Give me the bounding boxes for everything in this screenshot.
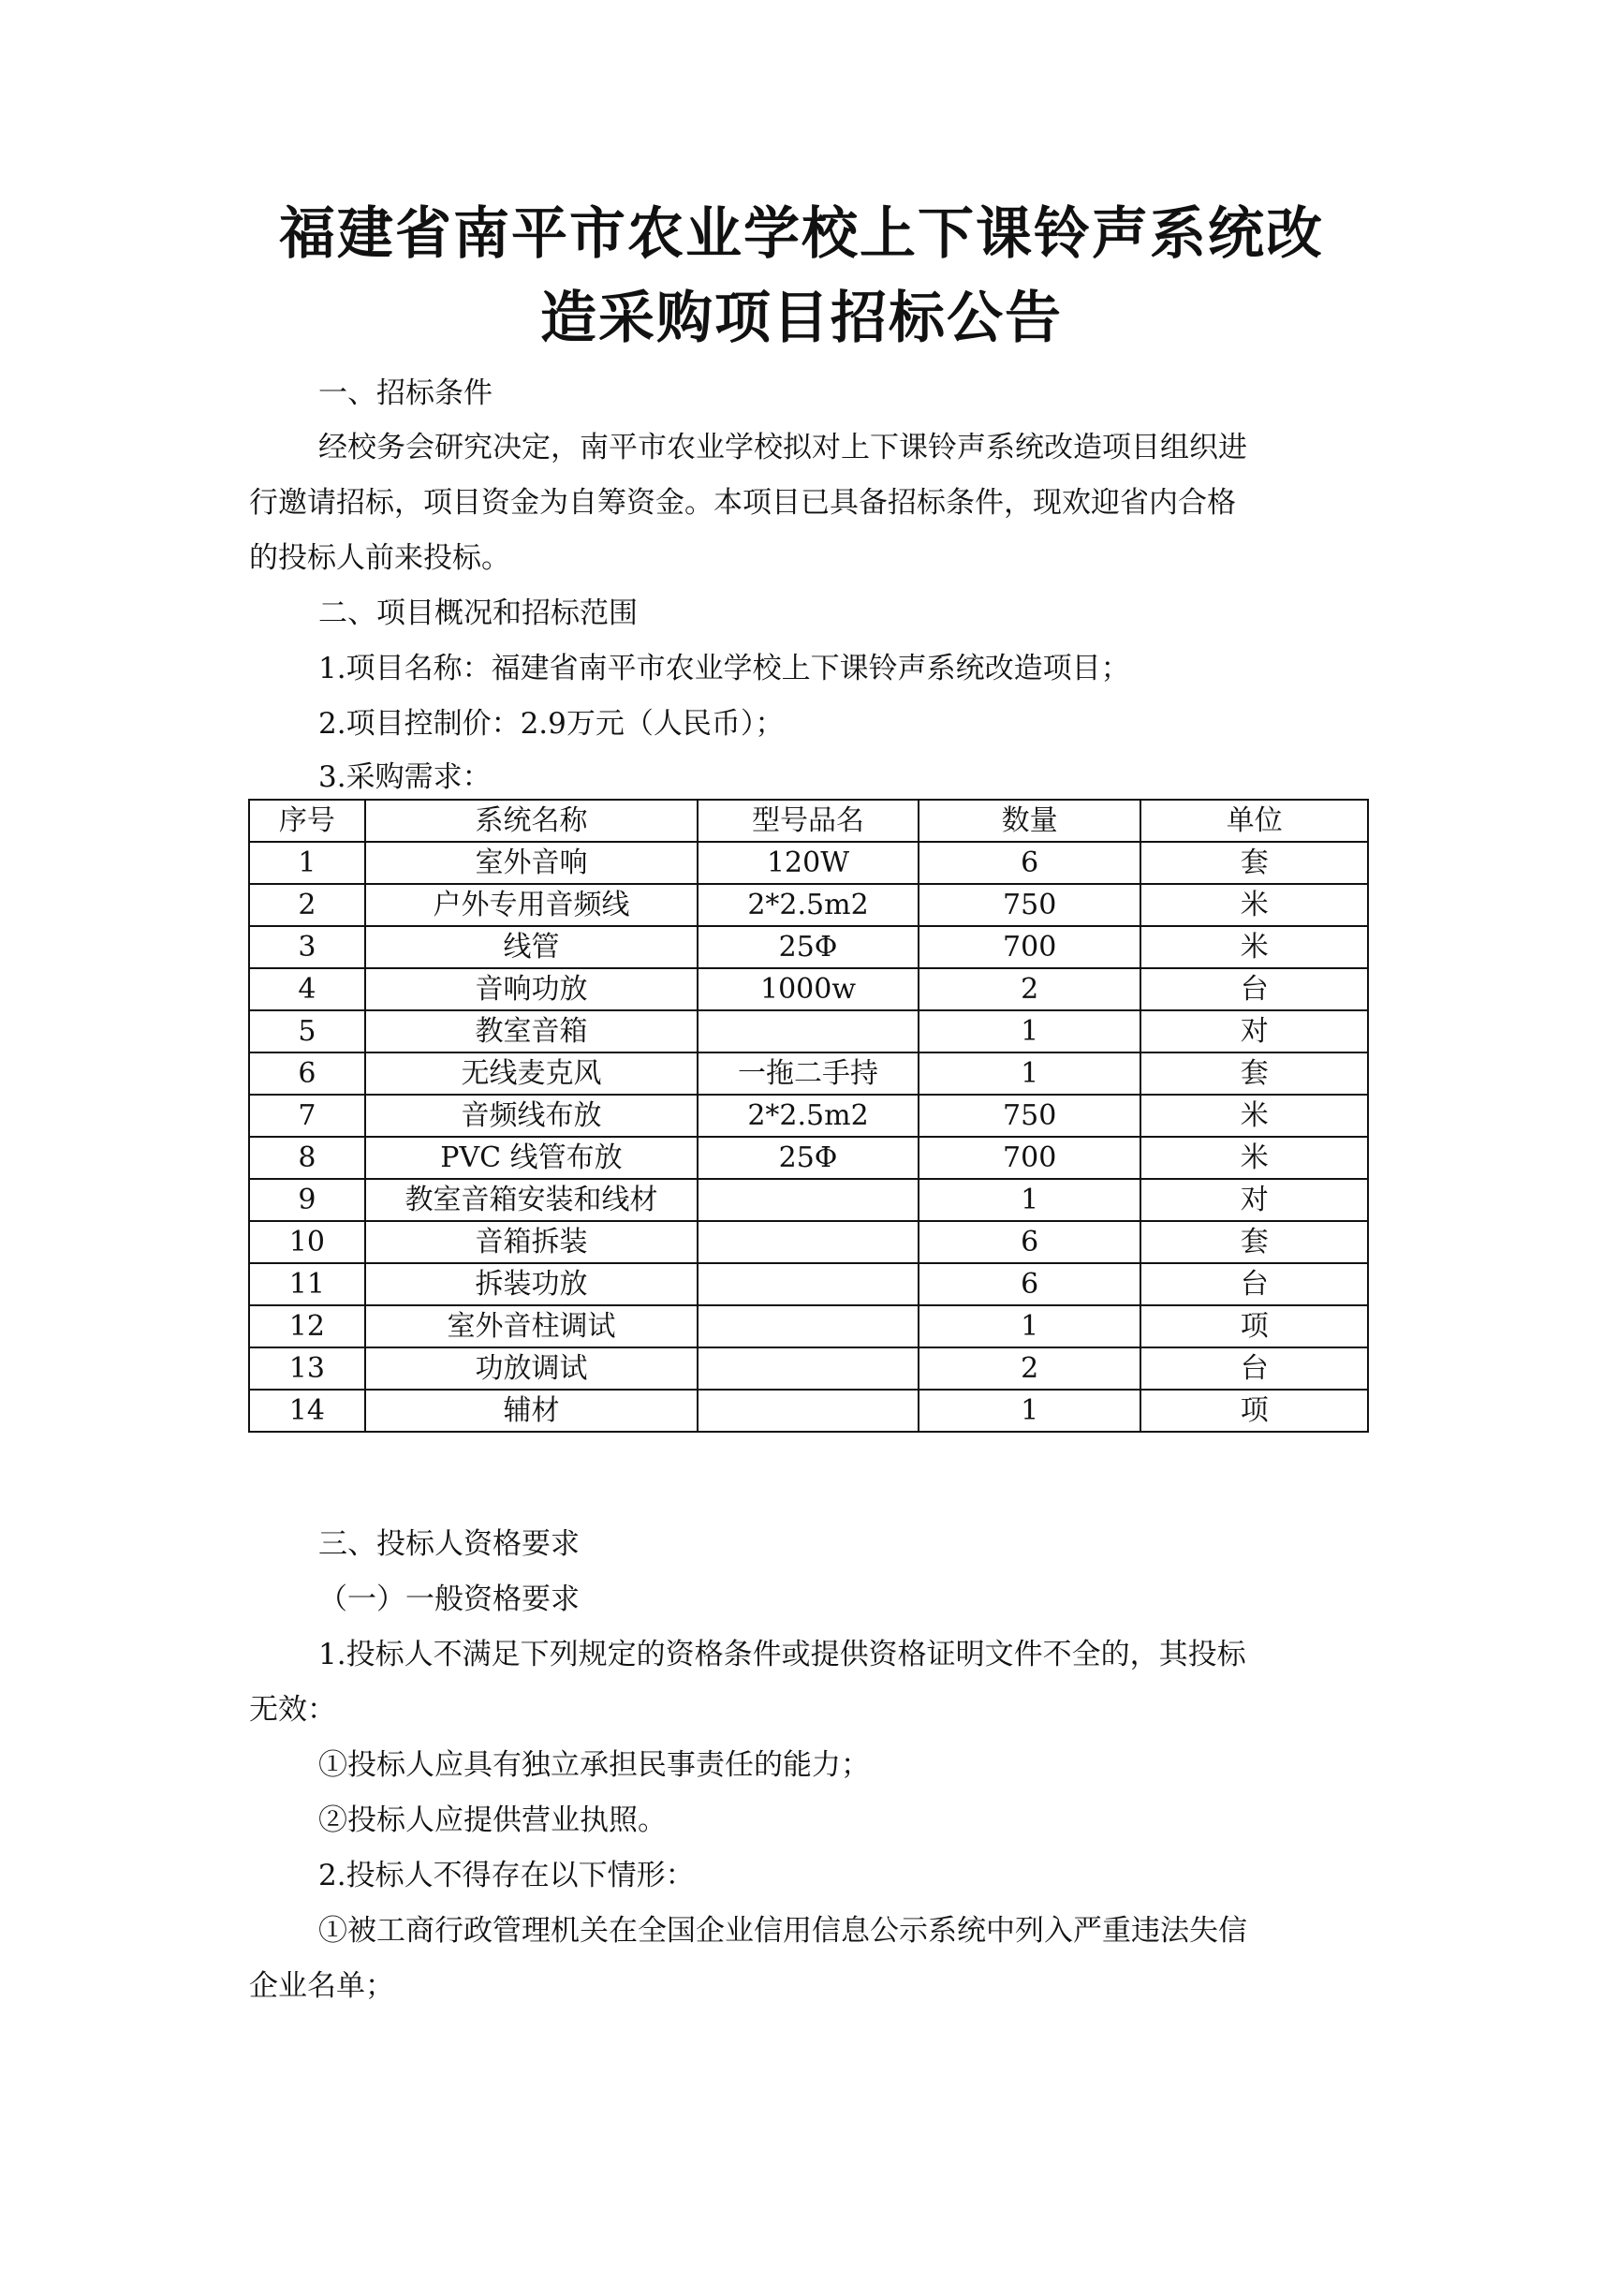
cell-system-name: 无线麦克风 (365, 1052, 698, 1095)
cell-serial: 14 (249, 1390, 365, 1432)
cell-quantity: 700 (919, 926, 1141, 968)
cell-system-name: 拆装功放 (365, 1263, 698, 1305)
cell-unit: 套 (1140, 842, 1368, 884)
table-row (249, 1263, 1368, 1305)
column-header-system-name: 系统名称 (365, 800, 698, 842)
cell-quantity: 700 (919, 1137, 1141, 1179)
cell-serial: 10 (249, 1221, 365, 1263)
cell-unit: 项 (1140, 1390, 1368, 1432)
project-name-item: 1.项目名称：福建省南平市农业学校上下课铃声系统改造项目； (318, 652, 1130, 685)
cell-serial: 5 (249, 1010, 365, 1052)
cell-model (698, 1221, 919, 1263)
table-row (249, 1347, 1368, 1390)
procurement-requirement-item: 3.采购需求： (318, 760, 492, 794)
cell-system-name: 室外音响 (365, 842, 698, 884)
column-header-unit: 单位 (1140, 800, 1368, 842)
section-1-paragraph-line: 行邀请招标，项目资金为自筹资金。本项目已具备招标条件，现欢迎省内合格 (249, 486, 1236, 520)
cell-model: 25Φ (698, 1137, 919, 1179)
qualification-item-line: 无效： (249, 1693, 336, 1727)
cell-system-name: PVC 线管布放 (365, 1137, 698, 1179)
cell-model (698, 1390, 919, 1432)
cell-model (698, 1263, 919, 1305)
cell-quantity: 1 (919, 1179, 1141, 1221)
table-header-row (249, 800, 1368, 842)
cell-serial: 9 (249, 1179, 365, 1221)
cell-unit: 米 (1140, 884, 1368, 926)
section-1-paragraph-line: 经校务会研究决定，南平市农业学校拟对上下课铃声系统改造项目组织进 (318, 431, 1247, 464)
cell-unit: 项 (1140, 1305, 1368, 1347)
cell-quantity: 6 (919, 1221, 1141, 1263)
table-row (249, 884, 1368, 926)
cell-system-name: 户外专用音频线 (365, 884, 698, 926)
cell-unit: 米 (1140, 1137, 1368, 1179)
column-header-serial: 序号 (249, 800, 365, 842)
document-title-line-2: 造采购项目招标公告 (540, 286, 1063, 351)
cell-system-name: 线管 (365, 926, 698, 968)
table-row (249, 1221, 1368, 1263)
cell-model (698, 1305, 919, 1347)
exclusion-item: 2.投标人不得存在以下情形： (318, 1859, 695, 1892)
qualification-subitem: ②投标人应提供营业执照。 (318, 1803, 667, 1837)
qualification-subitem: ①投标人应具有独立承担民事责任的能力； (318, 1748, 870, 1782)
cell-unit: 套 (1140, 1052, 1368, 1095)
cell-model: 1000w (698, 968, 919, 1010)
cell-unit: 米 (1140, 926, 1368, 968)
cell-model (698, 1347, 919, 1390)
table-row (249, 1052, 1368, 1095)
column-header-model: 型号品名 (698, 800, 919, 842)
cell-model: 一拖二手持 (698, 1052, 919, 1095)
cell-model: 2*2.5m2 (698, 884, 919, 926)
table-row (249, 842, 1368, 884)
cell-quantity: 6 (919, 842, 1141, 884)
table-row (249, 1390, 1368, 1432)
table-row (249, 926, 1368, 968)
table-row (249, 968, 1368, 1010)
qualification-item-line: 1.投标人不满足下列规定的资格条件或提供资格证明文件不全的，其投标 (318, 1638, 1246, 1671)
cell-serial: 8 (249, 1137, 365, 1179)
cell-serial: 13 (249, 1347, 365, 1390)
cell-quantity: 750 (919, 1095, 1141, 1137)
section-2-heading: 二、项目概况和招标范围 (318, 596, 638, 630)
cell-system-name: 音频线布放 (365, 1095, 698, 1137)
cell-unit: 米 (1140, 1095, 1368, 1137)
cell-quantity: 1 (919, 1305, 1141, 1347)
cell-quantity: 750 (919, 884, 1141, 926)
cell-system-name: 辅材 (365, 1390, 698, 1432)
cell-model (698, 1179, 919, 1221)
project-price-item: 2.项目控制价：2.9万元（人民币）； (318, 707, 785, 741)
cell-model: 120W (698, 842, 919, 884)
cell-serial: 4 (249, 968, 365, 1010)
cell-model: 2*2.5m2 (698, 1095, 919, 1137)
table-row (249, 1179, 1368, 1221)
cell-quantity: 1 (919, 1390, 1141, 1432)
cell-serial: 7 (249, 1095, 365, 1137)
table-row (249, 1305, 1368, 1347)
table-row (249, 1095, 1368, 1137)
cell-serial: 2 (249, 884, 365, 926)
cell-unit: 套 (1140, 1221, 1368, 1263)
section-1-paragraph-line: 的投标人前来投标。 (249, 541, 510, 575)
cell-system-name: 室外音柱调试 (365, 1305, 698, 1347)
document-title-line-1: 福建省南平市农业学校上下课铃声系统改 (279, 201, 1324, 267)
general-qualification-subheading: （一）一般资格要求 (318, 1582, 580, 1616)
cell-serial: 6 (249, 1052, 365, 1095)
cell-unit: 对 (1140, 1010, 1368, 1052)
cell-system-name: 音箱拆装 (365, 1221, 698, 1263)
cell-unit: 台 (1140, 1347, 1368, 1390)
exclusion-subitem-line: ①被工商行政管理机关在全国企业信用信息公示系统中列入严重违法失信 (318, 1914, 1247, 1948)
cell-serial: 11 (249, 1263, 365, 1305)
cell-serial: 1 (249, 842, 365, 884)
cell-quantity: 1 (919, 1010, 1141, 1052)
cell-unit: 台 (1140, 968, 1368, 1010)
cell-quantity: 2 (919, 968, 1141, 1010)
cell-model (698, 1010, 919, 1052)
cell-unit: 台 (1140, 1263, 1368, 1305)
table-row (249, 1137, 1368, 1179)
cell-system-name: 功放调试 (365, 1347, 698, 1390)
cell-unit: 对 (1140, 1179, 1368, 1221)
section-1-heading: 一、招标条件 (318, 376, 493, 410)
cell-quantity: 2 (919, 1347, 1141, 1390)
exclusion-subitem-line: 企业名单； (249, 1969, 394, 2003)
section-3-heading: 三、投标人资格要求 (318, 1527, 580, 1561)
cell-quantity: 1 (919, 1052, 1141, 1095)
cell-system-name: 教室音箱安装和线材 (365, 1179, 698, 1221)
cell-model: 25Φ (698, 926, 919, 968)
table-row (249, 1010, 1368, 1052)
column-header-quantity: 数量 (919, 800, 1141, 842)
cell-serial: 3 (249, 926, 365, 968)
procurement-table (248, 799, 1369, 1433)
cell-system-name: 音响功放 (365, 968, 698, 1010)
cell-serial: 12 (249, 1305, 365, 1347)
cell-system-name: 教室音箱 (365, 1010, 698, 1052)
cell-quantity: 6 (919, 1263, 1141, 1305)
